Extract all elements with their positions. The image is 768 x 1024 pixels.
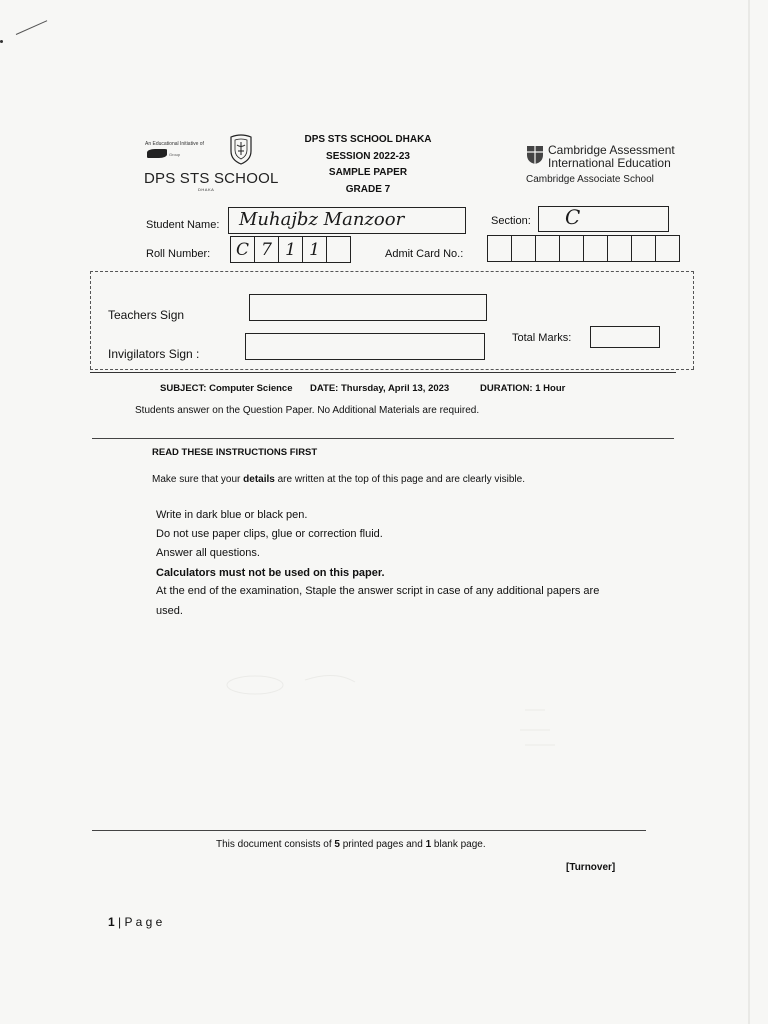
school-crest-icon	[227, 133, 255, 165]
roll-number-label: Roll Number:	[146, 248, 211, 260]
admit-digit-box[interactable]	[655, 235, 680, 262]
subject-text: SUBJECT: Computer Science	[160, 383, 293, 394]
duration-text: DURATION: 1 Hour	[480, 383, 566, 394]
admit-digit-box[interactable]	[559, 235, 584, 262]
roll-number-boxes[interactable]	[230, 236, 351, 263]
initiative-text: An Educational Initiative of	[145, 141, 204, 147]
instruction-item: At the end of the examination, Staple the answer script in case of any additional papers are	[156, 585, 600, 597]
page-separator: |	[114, 915, 125, 929]
roll-digit-box[interactable]	[326, 236, 351, 263]
pages-note	[216, 839, 486, 850]
admit-digit-box[interactable]	[607, 235, 632, 262]
cambridge-line1: Cambridge Assessment	[548, 143, 675, 157]
bleed-through-marks	[225, 670, 585, 760]
pages-count: 5	[334, 839, 340, 850]
page-number: 1	[108, 915, 115, 929]
admit-digit-box[interactable]	[511, 235, 536, 262]
blank-count: 1	[425, 839, 432, 850]
teachers-sign-field[interactable]	[249, 294, 487, 321]
sts-group-icon	[147, 149, 167, 158]
scan-edge	[748, 0, 750, 1024]
student-name-label: Student Name:	[146, 219, 220, 231]
admit-digit-box[interactable]	[487, 235, 512, 262]
pages-prefix: This document consists of	[216, 839, 335, 850]
instruction-item: Answer all questions.	[156, 547, 260, 559]
roll-digit-box[interactable]: 1	[278, 236, 303, 263]
solid-divider	[90, 372, 676, 373]
admit-card-label: Admit Card No.:	[385, 248, 464, 260]
turnover-text: [Turnover]	[566, 862, 616, 873]
teachers-sign-label: Teachers Sign	[108, 308, 185, 322]
roll-digit-box[interactable]: 7	[254, 236, 279, 263]
invigilators-sign-label: Invigilators Sign :	[108, 347, 200, 361]
roll-digit-box[interactable]: 1	[302, 236, 327, 263]
instruction-item: Calculators must not be used on this paper.	[156, 567, 385, 579]
section-field[interactable]	[538, 206, 669, 232]
cambridge-line2: International Education	[548, 156, 671, 170]
instructions-title: READ THESE INSTRUCTIONS FIRST	[152, 447, 318, 458]
section-value: C	[565, 205, 581, 229]
admit-card-boxes[interactable]	[487, 235, 680, 262]
pages-mid: printed pages and	[339, 839, 426, 850]
roll-digit-box[interactable]: C	[230, 236, 255, 263]
total-marks-label: Total Marks:	[512, 332, 572, 344]
school-logo-city: DHAKA	[198, 187, 215, 192]
details-bold: details	[243, 474, 275, 485]
instruction-item: Write in dark blue or black pen.	[156, 509, 308, 521]
cambridge-associate: Cambridge Associate School	[526, 174, 654, 185]
paper-type: SAMPLE PAPER	[328, 167, 408, 178]
student-name-value: Muhajbz Manzoor	[239, 209, 405, 230]
details-prefix: Make sure that your	[152, 474, 244, 485]
admit-digit-box[interactable]	[583, 235, 608, 262]
details-instruction	[152, 474, 525, 485]
school-title: DPS STS SCHOOL DHAKA	[304, 134, 432, 145]
session-text: SESSION 2022-23	[326, 151, 410, 162]
page-footer	[108, 915, 162, 929]
school-logo	[143, 133, 279, 195]
grade-text: GRADE 7	[345, 184, 391, 195]
cambridge-logo	[524, 142, 674, 192]
materials-note: Students answer on the Question Paper. No Additional Materials are required.	[135, 405, 480, 416]
instructions-rule	[92, 438, 674, 439]
student-name-field[interactable]	[228, 207, 466, 234]
admit-digit-box[interactable]	[535, 235, 560, 262]
pen-mark	[16, 20, 47, 35]
invigilators-sign-field[interactable]	[245, 333, 485, 360]
instruction-item: used.	[156, 605, 183, 617]
bleed-through	[225, 670, 585, 760]
page-word: P a g e	[124, 915, 163, 929]
instruction-item: Do not use paper clips, glue or correction fluid.	[156, 528, 383, 540]
stray-dot	[0, 40, 3, 43]
group-text: Group	[169, 152, 181, 157]
school-logo-name: DPS STS SCHOOL	[144, 170, 279, 187]
section-label: Section:	[491, 215, 531, 227]
cambridge-shield-icon	[526, 145, 544, 165]
total-marks-field[interactable]	[590, 326, 660, 348]
date-text: DATE: Thursday, April 13, 2023	[310, 383, 450, 394]
pages-suffix: blank page.	[431, 839, 486, 850]
details-suffix: are written at the top of this page and are clearly visible.	[274, 474, 525, 485]
footer-rule	[92, 830, 646, 831]
admit-digit-box[interactable]	[631, 235, 656, 262]
dashed-divider	[90, 369, 694, 370]
